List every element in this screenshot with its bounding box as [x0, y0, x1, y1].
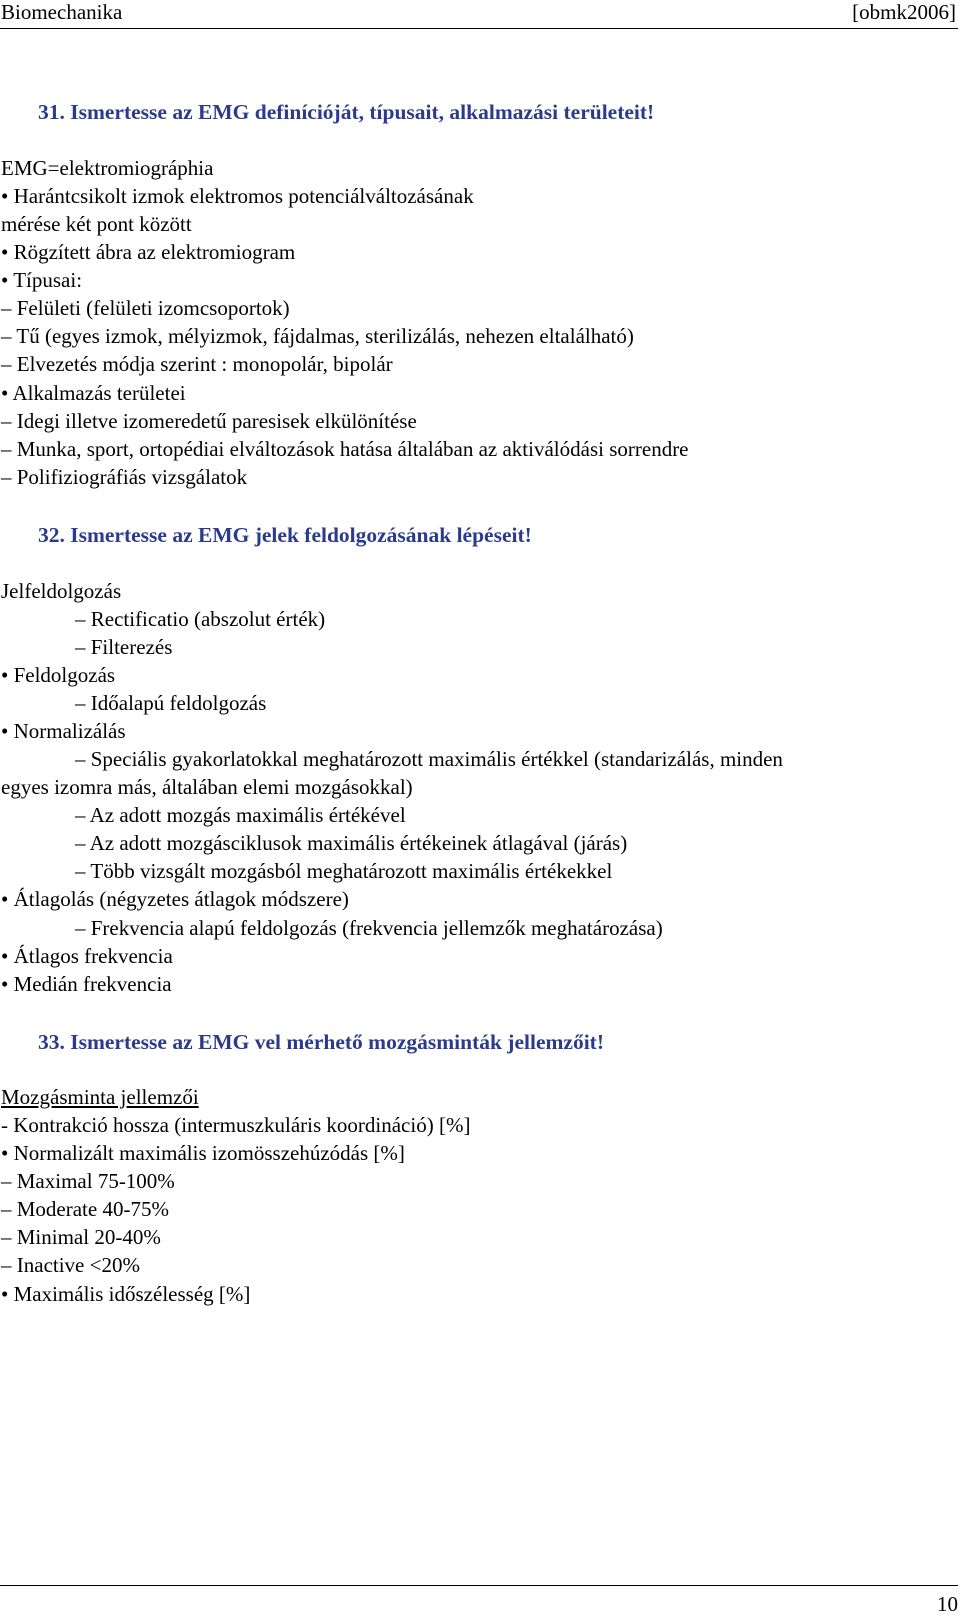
dash-line: – Időalapú feldolgozás [75, 691, 267, 715]
dash-line: – Minimal 20-40% [1, 1225, 161, 1249]
dash-line: – Idegi illetve izomeredetű paresisek elkülönítése [1, 409, 417, 433]
dash-line: – Az adott mozgásciklusok maximális értékeinek átlagával (járás) [75, 831, 628, 855]
section-title-31: 31. Ismertesse az EMG definícióját, típusait, alkalmazási területeit! [38, 100, 655, 124]
header-code: [obmk2006] [852, 0, 956, 24]
page-number: 10 [937, 1592, 958, 1616]
bullet-line: • Normalizált maximális izomösszehúzódás [%] [1, 1141, 405, 1165]
section-title-32: 32. Ismertesse az EMG jelek feldolgozásának lépéseit! [38, 523, 532, 547]
bullet-line: • Harántcsikolt izmok elektromos potenciálváltozásának [1, 184, 474, 208]
text-line: mérése két pont között [1, 212, 192, 236]
dash-line: – Több vizsgált mozgásból meghatározott maximális értékekkel [75, 859, 613, 883]
bullet-line: • Maximális időszélesség [%] [1, 1282, 251, 1306]
bullet-line: • Normalizálás [1, 719, 126, 743]
section-title-33: 33. Ismertesse az EMG vel mérhető mozgásminták jellemzőit! [38, 1030, 604, 1054]
text-line: - Kontrakció hossza (intermuszkuláris koordináció) [%] [1, 1113, 471, 1137]
dash-line: – Maximal 75-100% [1, 1169, 175, 1193]
bullet-line: • Átlagos frekvencia [1, 944, 173, 968]
text-line: EMG=elektromiográphia [1, 156, 214, 180]
dash-line: – Az adott mozgás maximális értékével [75, 803, 406, 827]
subheading: Mozgásminta jellemzői [1, 1085, 199, 1109]
dash-line: – Moderate 40-75% [1, 1197, 169, 1221]
dash-line: – Tű (egyes izmok, mélyizmok, fájdalmas, sterilizálás, nehezen eltalálható) [1, 324, 634, 348]
dash-line: – Speciális gyakorlatokkal meghatározott maximális értékkel (standarizálás, minden [75, 747, 783, 771]
text-line: Jelfeldolgozás [1, 579, 122, 603]
bullet-line: • Medián frekvencia [1, 972, 172, 996]
header-title: Biomechanika [1, 0, 123, 24]
bullet-line: • Típusai: [1, 268, 83, 292]
dash-line: – Munka, sport, ortopédiai elváltozások hatása általában az aktiválódási sorrendre [1, 437, 689, 461]
dash-line: – Elvezetés módja szerint : monopolár, bipolár [1, 352, 393, 376]
dash-line: – Inactive <20% [1, 1253, 140, 1277]
bullet-line: • Rögzített ábra az elektromiogram [1, 240, 296, 264]
bullet-line: • Alkalmazás területei [1, 381, 186, 405]
footer-divider [0, 1585, 958, 1586]
bullet-line: • Feldolgozás [1, 663, 116, 687]
page-header [0, 0, 958, 29]
dash-line: – Rectificatio (abszolut érték) [75, 607, 326, 631]
text-line: egyes izomra más, általában elemi mozgásokkal) [1, 775, 413, 799]
bullet-line: • Átlagolás (négyzetes átlagok módszere) [1, 887, 349, 911]
dash-line: – Filterezés [75, 635, 173, 659]
dash-line: – Polifiziográfiás vizsgálatok [1, 465, 248, 489]
dash-line: – Frekvencia alapú feldolgozás (frekvencia jellemzők meghatározása) [75, 916, 663, 940]
dash-line: – Felületi (felületi izomcsoportok) [1, 296, 290, 320]
